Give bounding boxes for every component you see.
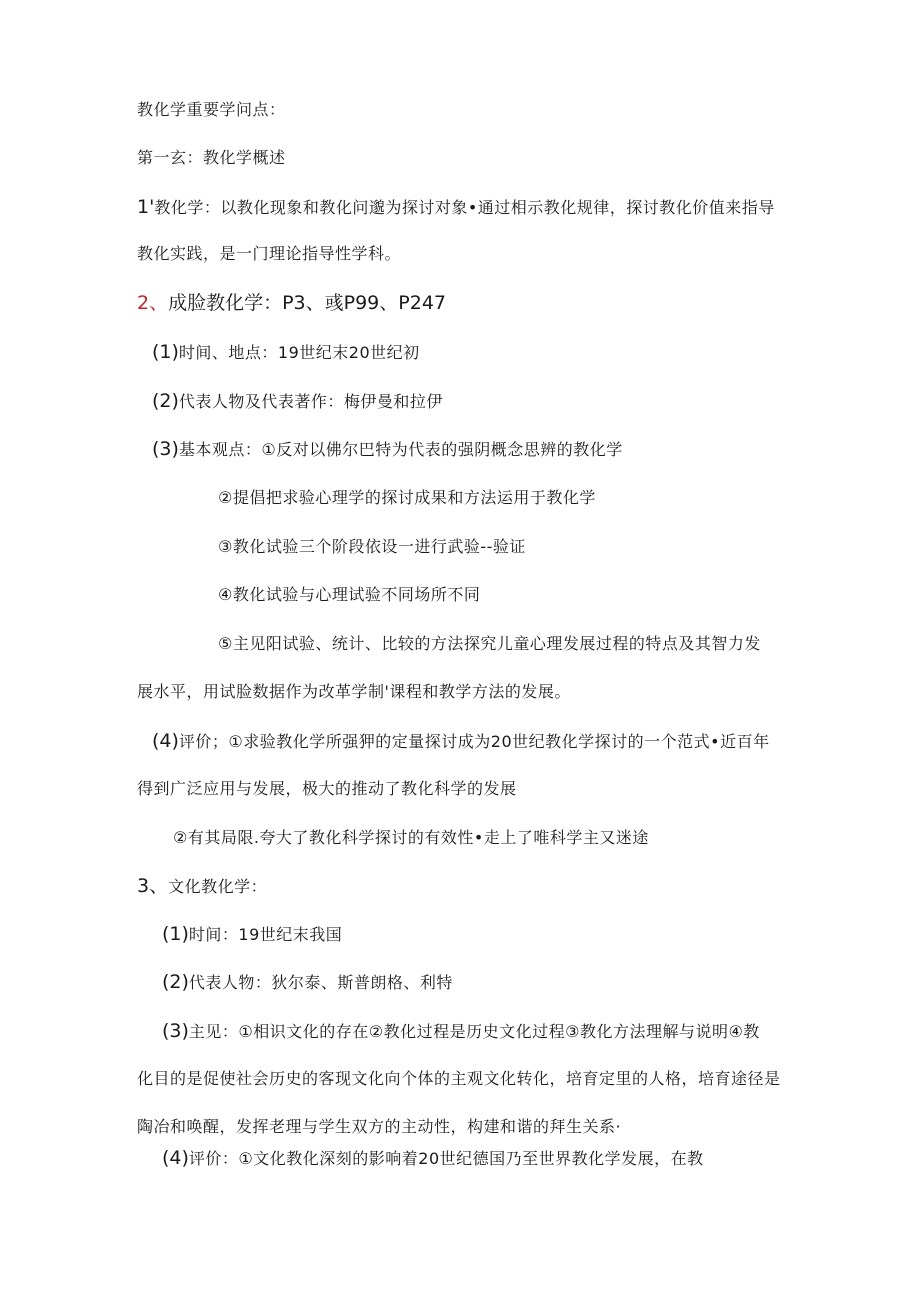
item-2-sub-4-point-2: ②有其局限.夸大了教化科学探讨的有效性•走上了唯科学主又迷途 <box>173 828 649 847</box>
item-3-sub-1: (1)时间：19世纪末我国 <box>162 923 343 945</box>
item-2-sub-3: (3)基本观点：①反对以佛尔巴特为代表的强阴概念思辨的教化学 <box>152 438 623 460</box>
item-3-number: 3、 <box>137 875 169 897</box>
item-1-number: 1' <box>137 196 155 218</box>
item-2-sub-4: (4)评价；①求验教化学所强狎的定量探讨成为20世纪教化学探讨的一个范式•近百年 <box>152 730 770 752</box>
item-1 <box>137 196 775 219</box>
item-2-sub-3-point-5: ⑤主见阳试验、统计、比较的方法探究儿童心理发展过程的特点及其智力发 <box>218 634 761 653</box>
item-1-text: 教化学：以教化现象和教化问邈为探讨对象•通过相示教化规律，探讨教化价值来指导 <box>154 198 775 217</box>
chapter-title: 第一玄：教化学概述 <box>137 148 286 167</box>
item-2-title: 成脸教化学：P3、彧P99、P247 <box>168 292 446 314</box>
item-2-sub-3-point-5-continuation: 展水平，用试脸数据作为改革学制'课程和教学方法的发展。 <box>137 682 571 701</box>
item-2-sub-1: (1)时间、地点：19世纪末20世纪初 <box>152 341 420 363</box>
document-heading: 教化学重要学问点： <box>137 100 286 119</box>
item-2-sub-3-point-4: ④教化试验与心理试验不同场所不同 <box>218 585 481 604</box>
item-3-sub-3-continuation-1: 化目的是促使社会历史的客现文化向个体的主观文化转化，培育定里的人格，培育途径是 <box>137 1069 781 1088</box>
item-3-sub-3-continuation-2: 陶冶和唤醒，发挥老理与学生双方的主动性，构建和谐的拜生关系· <box>137 1117 622 1136</box>
item-2 <box>137 292 446 315</box>
item-3 <box>137 875 267 898</box>
item-3-sub-4: (4)评价：①文化教化深刻的影响着20世纪德国乃至世界教化学发展，在教 <box>162 1147 704 1169</box>
item-3-sub-2: (2)代表人物：狄尔泰、斯普朗格、利特 <box>162 971 453 993</box>
item-3-title: 文化教化学： <box>168 877 268 896</box>
item-3-sub-3: (3)主见：①相识文化的存在②教化过程是历史文化过程③教化方法理解与说明④教 <box>162 1020 760 1042</box>
item-2-sub-2: (2)代表人物及代表著作：梅伊曼和拉伊 <box>152 390 443 412</box>
item-2-sub-3-point-2: ②提倡把求验心理学的探讨成果和方法运用于教化学 <box>218 488 596 507</box>
item-1-continuation: 教化实践，是一门理论指导性学科。 <box>137 244 402 263</box>
item-2-sub-3-point-3: ③教化试验三个阶段依设一进行武验--验证 <box>218 537 526 556</box>
item-2-sub-4-continuation: 得到广泛应用与发展，极大的推动了教化科学的发展 <box>137 779 517 798</box>
item-2-number: 2、 <box>137 292 169 314</box>
